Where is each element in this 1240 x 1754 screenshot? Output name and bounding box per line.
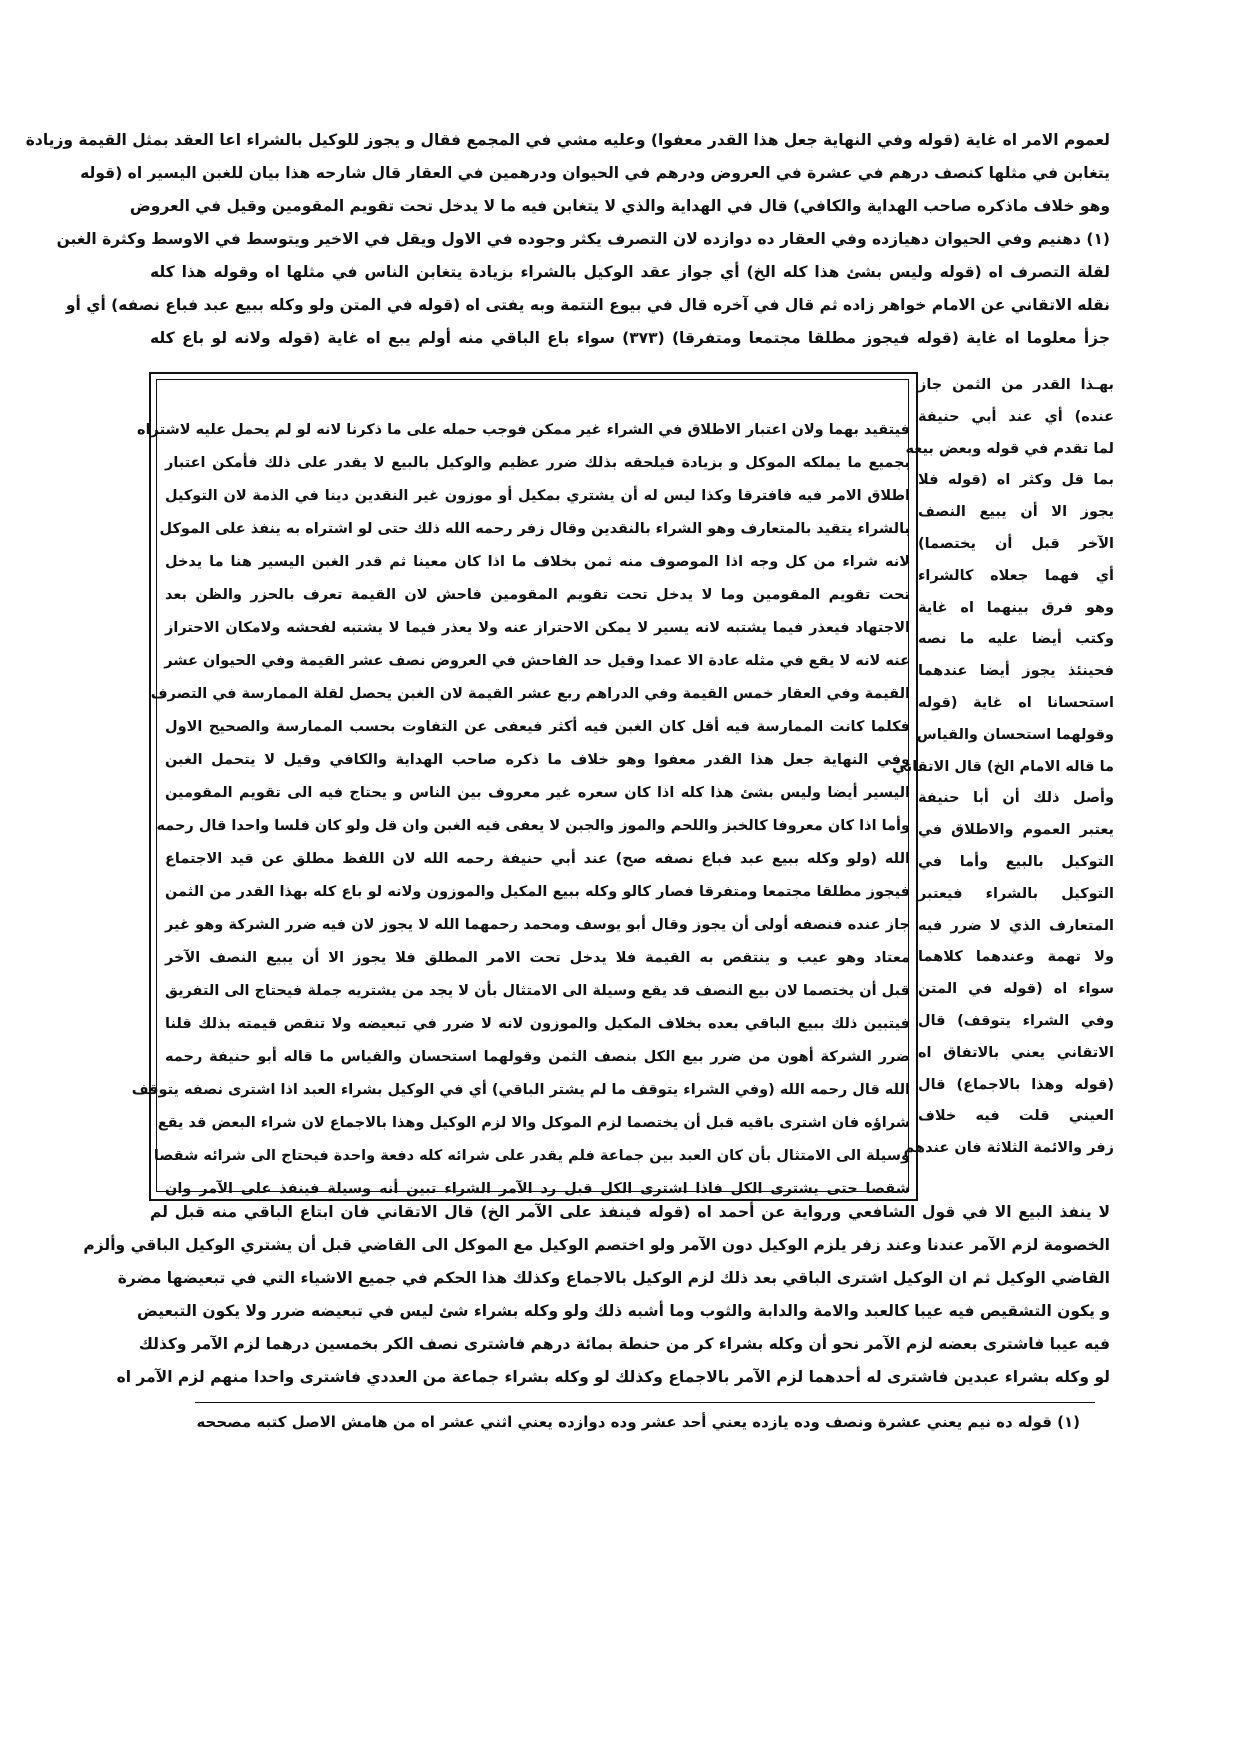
main-line: بالشراء يتقيد بالمتعارف وهو الشراء بالنقدين وقال زفر رحمه الله ذلك حتى لو اشتراه به ينفذ على الموكل bbox=[159, 521, 910, 537]
margin-line: الآخر قبل أن يختصما) bbox=[918, 536, 1114, 552]
bottom-line: لو وكله بشراء عبدين فاشترى له أحدهما لزم الآمر بالاجماع وكذلك لو وكله بشراء جماعة من العددي فاشترى واحدا منهم لزم الآمر اه bbox=[116, 1368, 1110, 1386]
margin-line: العيني قلت فيه خلاف bbox=[918, 1108, 1114, 1124]
main-line: شراؤه فان اشترى باقيه قبل أن يختصما لزم الموكل والا لزم الوكيل وهذا بالاجماع لان شراء البعض قد يقع bbox=[157, 1115, 910, 1131]
main-line: معتاد وهو عيب و ينتقص به القيمة فلا يدخل تحت الامر المطلق فلا يجوز الا أن يبيع النصف الآخر bbox=[165, 950, 910, 966]
margin-line: التوكيل بالشراء فيعتبر bbox=[918, 886, 1114, 902]
margin-line: أي فهما جعلاه كالشراء bbox=[918, 568, 1114, 584]
main-line: الله قال رحمه الله (وفي الشراء يتوقف ما لم يشتر الباقي) أي في الوكيل بشراء العبد اذا اشترى نصفه يتوقف bbox=[131, 1082, 910, 1098]
bottom-line: الخصومة لزم الآمر عندنا وعند زفر يلزم الوكيل دون الآمر ولو اختصم الوكيل مع الموكل الى القاضي قبل أن يشتري الوكيل الباقي وألزم bbox=[83, 1236, 1110, 1254]
main-line: شقصا حتى يشترى الكل فاذا اشترى الكل قبل رد الآمر الشراء تبين أنه وسيلة فينفذ على الآمر وان bbox=[165, 1181, 910, 1197]
main-line: وأما اذا كان معروفا كالخبز واللحم والموز والجبن لا يعفى فيه الغبن وان قل ولو كان فلسا واحدا قال رحمه bbox=[156, 818, 910, 834]
margin-line: الاتقاني يعني بالاتفاق اه bbox=[918, 1045, 1114, 1061]
footnote-separator bbox=[195, 1402, 1095, 1403]
top-line-with-page-number: جزأ معلوما اه غاية (قوله فيجوز مطلقا مجتمعا ومتفرقا) (٣٧٣) سواء باع الباقي منه أولم يبع اه غاية (قوله ولانه لو باع كله bbox=[150, 329, 1110, 347]
main-line: قبل أن يختصما لان بيع النصف قد يقع وسيلة الى الامتثال بأن لا يجد من يشتريه جملة فيحتاج الى التفريق bbox=[165, 983, 910, 999]
margin-line: التوكيل بالبيع وأما في bbox=[918, 854, 1114, 870]
margin-line: وقولهما استحسان والقياس bbox=[916, 727, 1114, 743]
margin-line: يعتبر العموم والاطلاق في bbox=[918, 822, 1114, 838]
top-line: نقله الاتقاني عن الامام خواهر زاده ثم قال في آخره قال في بيوع التتمة وبه يفتى اه (قوله في المتن ولو وكله ببيع عبد فباع نصفه) أي أو bbox=[65, 296, 1110, 314]
margin-line: سواء اه (قوله في المتن bbox=[918, 981, 1114, 997]
margin-line: يجوز الا أن يبيع النصف bbox=[918, 504, 1114, 520]
margin-line: ما قاله الامام الخ) قال الاتقاني bbox=[892, 759, 1114, 775]
main-line: ضرر الشركة أهون من ضرر بيع الكل بنصف الثمن وقولهما استحسان والقياس ما قاله أبو حنيفة رحمه bbox=[165, 1049, 910, 1065]
footnote: (١) قوله ده نيم يعني عشرة ونصف وده يازده يعني أحد عشر وده دوازده يعني اثني عشر اه من هامش الاصل كتبه مصححه bbox=[196, 1413, 1080, 1431]
margin-line: استحسانا اه غاية (قوله bbox=[918, 695, 1114, 711]
margin-line: بهـذا القدر من الثمن جاز bbox=[918, 377, 1114, 393]
margin-line: وأصل ذلك أن أبا حنيفة bbox=[918, 790, 1114, 806]
margin-line: وهو فرق بينهما اه غاية bbox=[918, 600, 1114, 616]
top-line: لعموم الامر اه غاية (قوله وفي النهاية جعل هذا القدر معفوا) وعليه مشي في المجمع فقال و يجوز للوكيل بالشراء اعا العقد بمثل القيمة وزيادة bbox=[25, 131, 1110, 149]
main-line: جاز عنده فنصفه أولى أن يجوز وقال أبو يوسف ومحمد رحمهما الله لا يجوز لان فيه ضرر الشركة وهو غير bbox=[165, 917, 910, 933]
margin-line: فحينئذ يجوز أيضا عندهما bbox=[918, 663, 1114, 679]
main-line: الاجتهاد فيعذر فيما يشتبه لانه يسير لا يمكن الاحتراز عنه ولا يعذر فيما لا يشتبه لفحشه ولامكان الاحتراز bbox=[165, 620, 910, 636]
margin-line: بما قل وكثر اه (قوله فلا bbox=[918, 472, 1114, 488]
margin-line: وفي الشراء يتوقف) قال bbox=[918, 1013, 1114, 1029]
top-line: يتغابن في مثلها كنصف درهم في عشرة في العروض ودرهم في الحيوان ودرهمين في العقار قال شارحه هذا بيان للغبن اليسير اه (قوله bbox=[80, 164, 1110, 182]
main-line: عنه لانه لا يقع في مثله عادة الا عمدا وقيل حد الفاحش في العروض نصف عشر القيمة وفي الحيوان عشر bbox=[164, 653, 910, 669]
margin-line: ولا تهمة وعندهما كلاهما bbox=[918, 949, 1114, 965]
top-line: (١) دهنيم وفي الحيوان دهيازده وفي العقار ده دوازده لان التصرف يكثر وجوده في الاول ويقل في الاخير ويتوسط في الاوسط وكثرة الغبن bbox=[56, 230, 1110, 248]
main-line: القيمة وفي العقار خمس القيمة وفي الدراهم ربع عشر القيمة لان الغبن يحصل لقلة الممارسة في التصرف bbox=[150, 686, 910, 702]
main-line: فيتبين ذلك ببيع الباقي بعده بخلاف المكيل والموزون لانه لا ضرر في تبعيضه ولا تنقص قيمته بذلك قلنا bbox=[165, 1016, 910, 1032]
bottom-line: لا ينفذ البيع الا في قول الشافعي ورواية عن أحمد اه (قوله فينفذ على الآمر الخ) قال الاتقاني فان ابتاع الباقي منه قبل لم bbox=[150, 1203, 1110, 1221]
main-line: تحت تقويم المقومين وما لا يدخل تحت تقويم المقومين فاحش لان القيمة تعرف بالحزر والظن بعد bbox=[165, 587, 910, 603]
main-line: وسيلة الى الامتثال بأن كان العبد بين جماعة فلم يقدر على شرائه كله دفعة واحدة فيحتاج الى شرائه شقصا bbox=[153, 1148, 910, 1164]
main-line: فيتقيد بهما ولان اعتبار الاطلاق في الشراء غير ممكن فوجب حمله على ما ذكرنا لانه لو لم يحمل عليه لاشتراه bbox=[137, 422, 910, 438]
main-line: لانه شراء من كل وجه اذا الموصوف منه ثمن بخلاف ما اذا كان معينا ثم قدر الغبن اليسير هنا ما يدخل bbox=[165, 554, 910, 570]
margin-line: المتعارف الذي لا ضرر فيه bbox=[918, 918, 1114, 934]
main-line: فكلما كانت الممارسة فيه أقل كان الغبن فيه أكثر فيعفى عن التفاوت بحسب الممارسة والصحيح الاول bbox=[165, 719, 910, 735]
main-line: وفي النهاية جعل هذا القدر معفوا وهو خلاف ما ذكره صاحب الهداية والكافي وقيل لا يتحمل الغبن bbox=[165, 752, 910, 768]
margin-line: عنده) أي عند أبي حنيفة bbox=[918, 409, 1114, 425]
margin-line: لما تقدم في قوله وبعض بيعه bbox=[905, 441, 1114, 457]
margin-line: زفر والائمة الثلاثة فان عندهم bbox=[903, 1140, 1114, 1156]
main-line: الله (ولو وكله ببيع عبد فباع نصفه صح) عند أبي حنيفة رحمه الله لان اللفظ مطلق عن قيد الاجتماع bbox=[165, 851, 910, 867]
margin-line: (قوله وهذا بالاجماع) قال bbox=[918, 1077, 1114, 1093]
top-line: لقلة التصرف اه (قوله وليس بشئ هذا كله الخ) أي جواز عقد الوكيل بالشراء بزيادة يتغابن الناس في مثلها اه وقوله هذا كله bbox=[150, 263, 1110, 281]
bottom-line: فيه عيبا فاشترى بعضه لزم الآمر نحو أن وكله بشراء كر من حنطة بمائة درهم فاشترى نصف الكر بخمسين درهما لزم الآمر وكذلك bbox=[138, 1335, 1110, 1353]
main-line: بجميع ما يملكه الموكل و بزيادة فيلحقه بذلك ضرر عظيم والوكيل بالبيع لا يقدر على ذلك فأمكن اعتبار bbox=[165, 455, 910, 471]
main-line: فيجوز مطلقا مجتمعا ومتفرقا فصار كالو وكله ببيع المكيل والموزون ولانه لو باع كله بهذا القدر من الثمن bbox=[165, 884, 910, 900]
main-line: اطلاق الامر فيه فافترقا وكذا ليس له أن يشتري بمكيل أو موزون غير النقدين دينا في الذمة لان التوكيل bbox=[165, 488, 910, 504]
bottom-line: القاضي الوكيل ثم ان الوكيل اشترى الباقي بعد ذلك لزم الوكيل بالاجماع وكذلك هذا الحكم في جميع الاشياء التي في تبعيضها مضرة bbox=[117, 1269, 1110, 1287]
top-line: وهو خلاف ماذكره صاحب الهداية والكافي) قال في الهداية والذي لا يتغابن فيه ما لا يدخل تحت تقويم المقومين وقيل في العروض bbox=[129, 197, 1110, 215]
bottom-line: و يكون التشقيص فيه عيبا كالعبد والامة والدابة والثوب وما أشبه ذلك ولو وكله بشراء شئ ليس في تبعيضه ضرر ولا يكون التبعيض bbox=[136, 1302, 1110, 1320]
margin-line: وكتب أيضا عليه ما نصه bbox=[918, 631, 1114, 647]
main-line: اليسير أيضا وليس بشئ هذا كله اذا كان سعره غير معروف بين الناس و يحتاج فيه الى تقويم المقومين bbox=[165, 785, 910, 801]
